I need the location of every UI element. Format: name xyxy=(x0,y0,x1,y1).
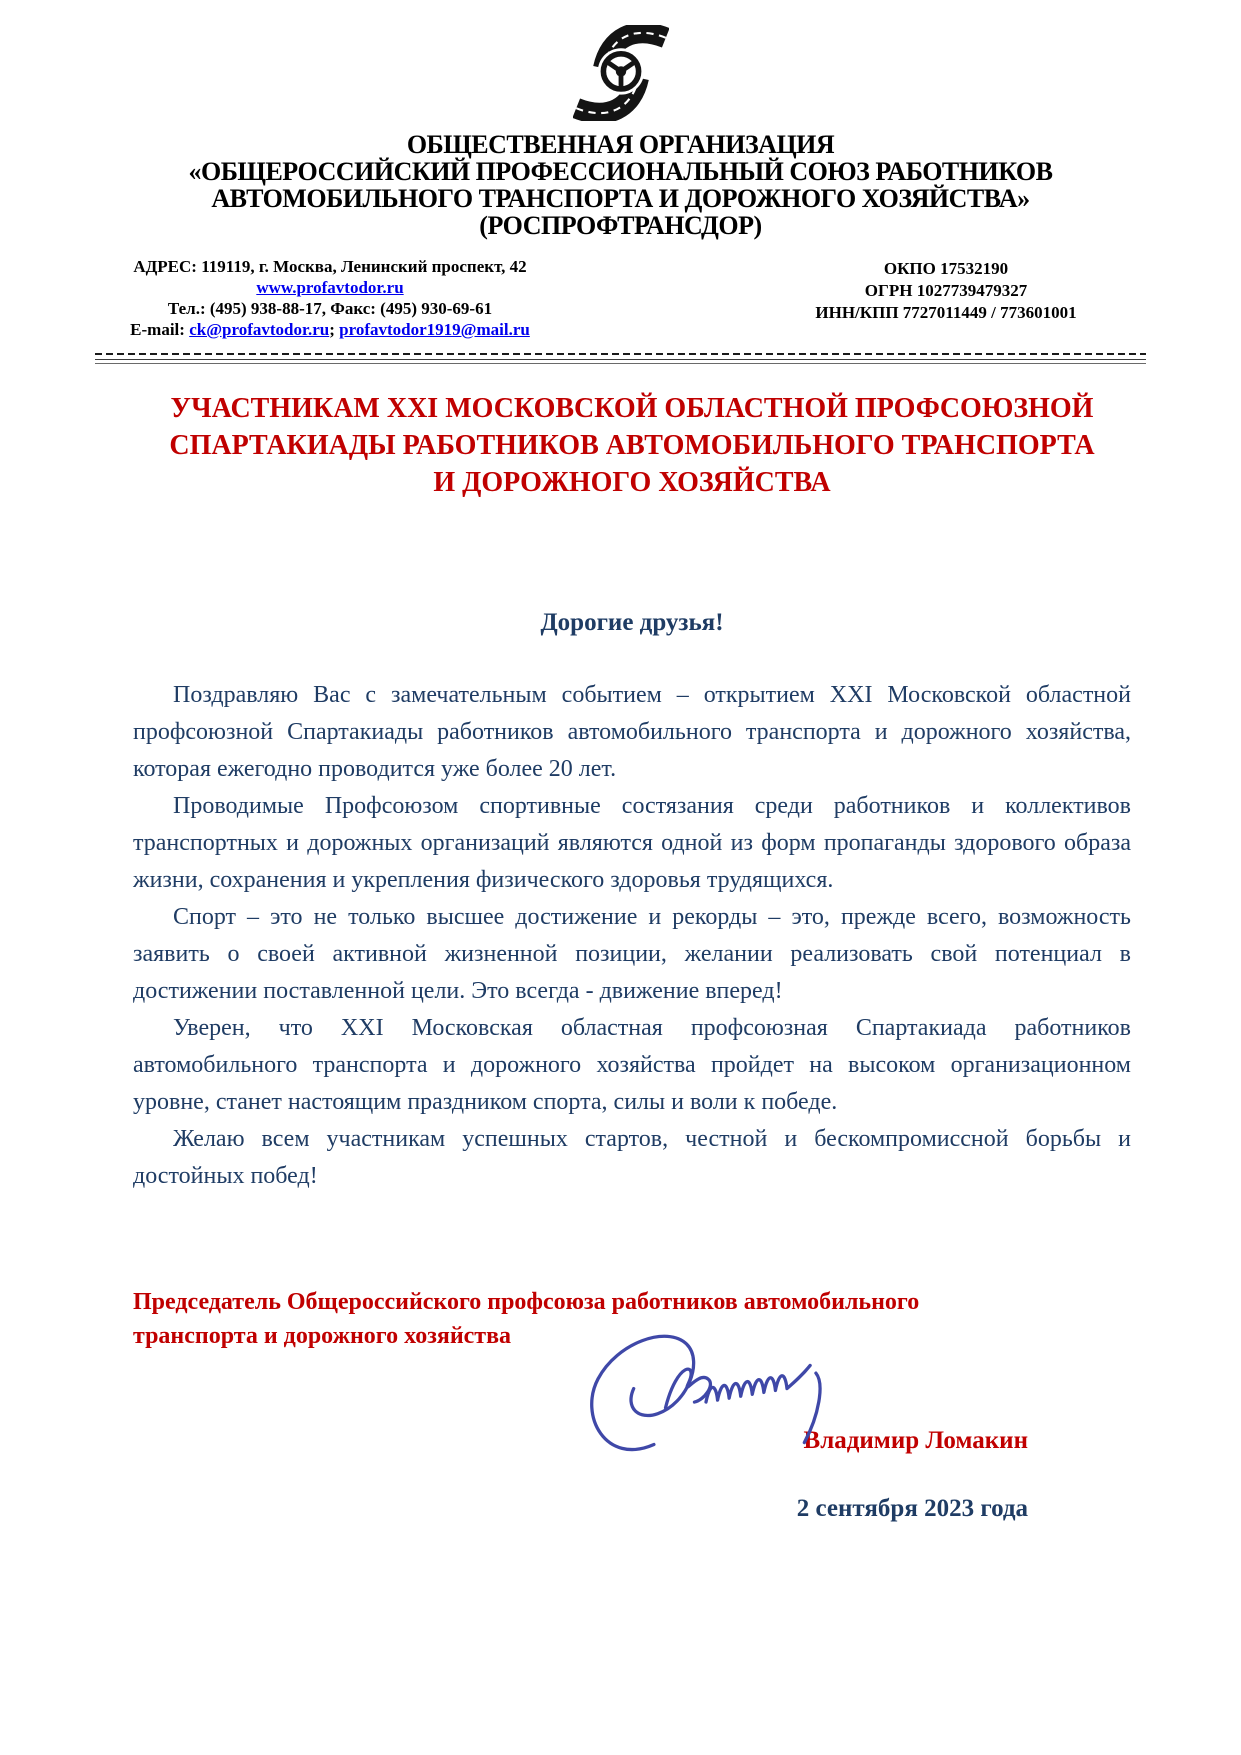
org-name-line: (РОСПРОФТРАНСДОР) xyxy=(479,211,762,240)
letterhead xyxy=(0,0,1241,364)
signoff-title: Председатель Общероссийского профсоюза работников автомобильного транспорта и дорожного хозяйства xyxy=(133,1289,920,1349)
body-paragraph: Спорт – это не только высшее достижение и рекорды – это, прежде всего, возможность заявить о своей активной жизненной позиции, желании реализовать свой потенциал в достижении поставленной цели. Это всегда - движение вперед! xyxy=(133,904,1131,1004)
salutation: Дорогие друзья! xyxy=(540,609,724,636)
dashed-rule xyxy=(95,353,1146,355)
org-logo xyxy=(95,25,1146,121)
org-name xyxy=(95,131,1146,239)
email-separator: ; xyxy=(329,320,340,339)
website-line xyxy=(95,277,565,298)
letter-title xyxy=(133,390,1131,501)
double-rule xyxy=(95,359,1146,364)
contact-block xyxy=(95,256,1146,340)
inn-kpp-line: ИНН/КПП 7727011449 / 773601001 xyxy=(815,303,1077,322)
email-link-primary[interactable]: ck@profavtodor.ru xyxy=(189,320,330,339)
org-name-line: «ОБЩЕРОССИЙСКИЙ ПРОФЕССИОНАЛЬНЫЙ СОЮЗ РАБОТНИКОВ xyxy=(188,157,1053,186)
letter-title-line: СПАРТАКИАДЫ РАБОТНИКОВ АВТОМОБИЛЬНОГО ТРАНСПОРТА xyxy=(169,430,1095,461)
registry-details xyxy=(746,256,1146,340)
header-separator xyxy=(95,353,1146,364)
signer-name: Владимир Ломакин xyxy=(803,1427,1028,1454)
letter-title-line: УЧАСТНИКАМ XXI МОСКОВСКОЙ ОБЛАСТНОЙ ПРОФСОЮЗНОЙ xyxy=(170,393,1094,424)
phone-line: Тел.: (495) 938-88-17, Факс: (495) 930-69-61 xyxy=(167,299,493,318)
org-name-line: ОБЩЕСТВЕННАЯ ОРГАНИЗАЦИЯ xyxy=(406,130,835,159)
body-paragraph: Уверен, что XXI Московская областная профсоюзная Спартакиада работников автомобильного транспорта и дорожного хозяйства пройдет на высоком организационном уровне, станет настоящим праздником спорта, силы и воли к победе. xyxy=(133,1015,1131,1115)
letter-paragraphs xyxy=(133,677,1131,1195)
email-link-secondary[interactable]: profavtodor1919@mail.ru xyxy=(339,320,530,339)
handwritten-signature-icon xyxy=(531,1323,881,1458)
letter-body xyxy=(0,390,1241,1523)
okpo-line: ОКПО 17532190 xyxy=(883,259,1009,278)
signoff-block xyxy=(133,1285,1131,1523)
letter-date: 2 сентября 2023 года xyxy=(796,1495,1028,1522)
body-paragraph: Поздравляю Вас с замечательным событием – открытием XXI Московской областной профсоюзной Спартакиады работников автомобильного транспорта и дорожного хозяйства, которая ежегодно проводится уже более 20 лет. xyxy=(133,682,1131,782)
roads-steering-wheel-emblem-icon xyxy=(573,25,669,121)
body-paragraph: Желаю всем участникам успешных стартов, честной и бескомпромиссной борьбы и достойных побед! xyxy=(133,1126,1131,1189)
org-name-line: АВТОМОБИЛЬНОГО ТРАНСПОРТА И ДОРОЖНОГО ХОЗЯЙСТВА» xyxy=(211,184,1030,213)
website-link[interactable]: www.profavtodor.ru xyxy=(256,278,404,297)
email-line xyxy=(95,319,565,340)
email-label: E-mail: xyxy=(130,320,190,339)
body-paragraph: Проводимые Профсоюзом спортивные состязания среди работников и коллективов транспортных и дорожных организаций являются одной из форм пропаганды здорового образа жизни, сохранения и укрепления физического здоровья трудящихся. xyxy=(133,793,1131,893)
contact-details xyxy=(95,256,565,340)
ogrn-line: ОГРН 1027739479327 xyxy=(864,281,1028,300)
address-line: АДРЕС: 119119, г. Москва, Ленинский проспект, 42 xyxy=(133,257,527,276)
letter-title-line: И ДОРОЖНОГО ХОЗЯЙСТВА xyxy=(433,467,831,498)
